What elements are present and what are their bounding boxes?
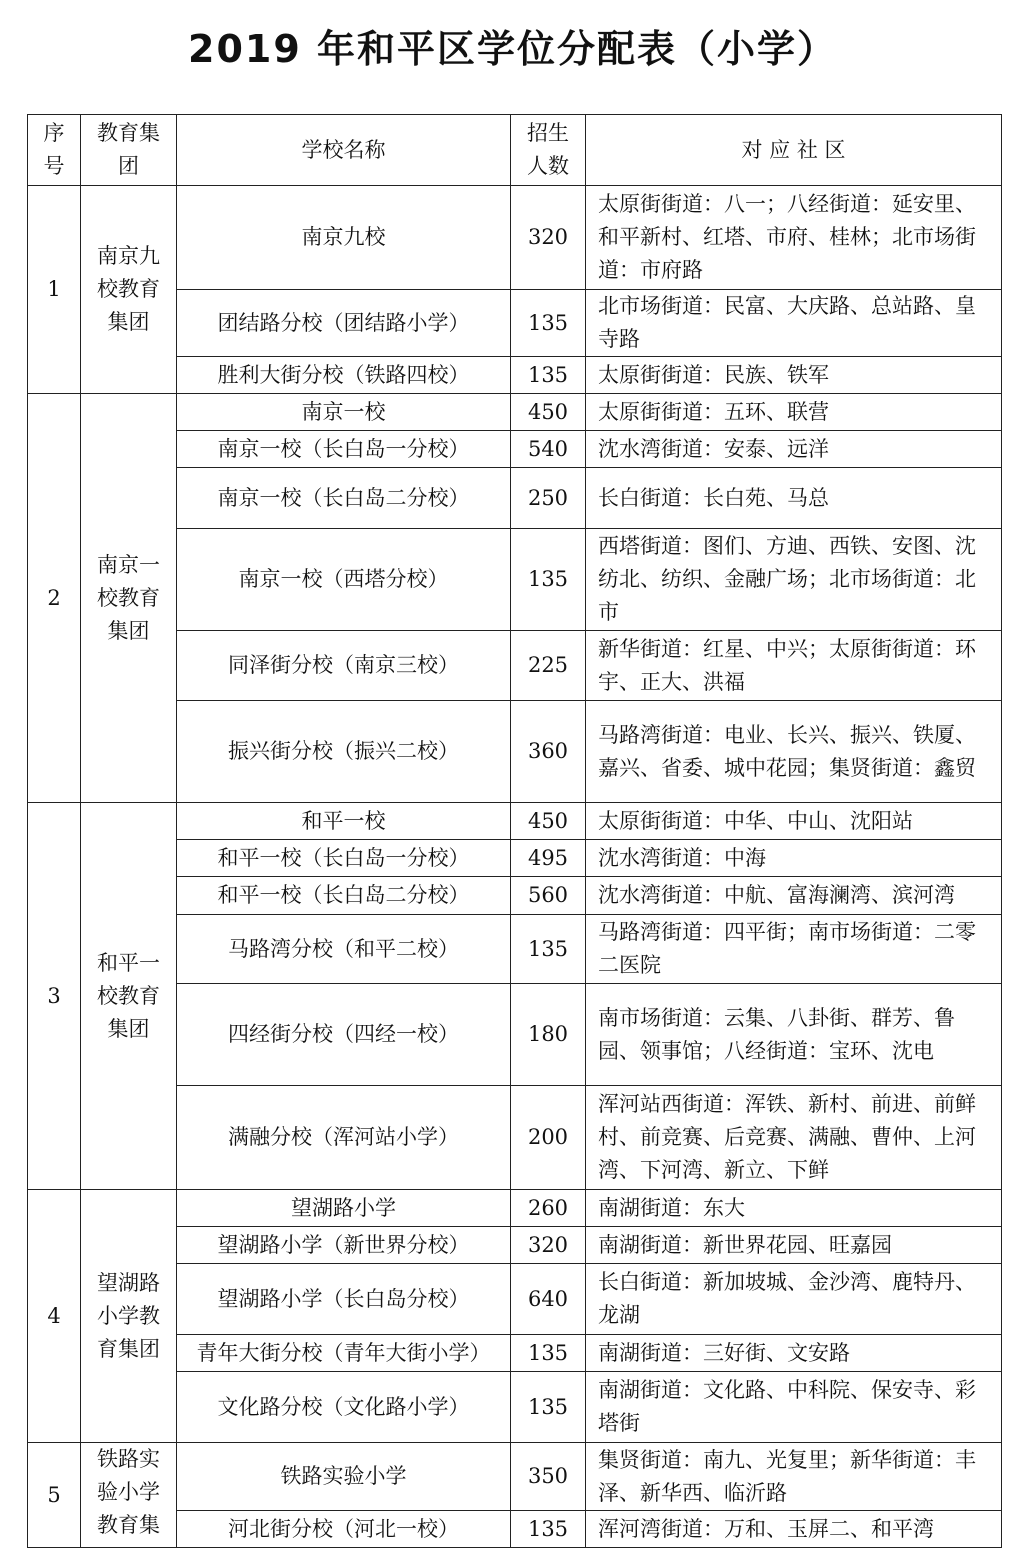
header-community: 对 应 社 区 bbox=[586, 115, 1002, 186]
school-quota: 135 bbox=[511, 1335, 586, 1372]
school-community: 太原街街道：中华、中山、沈阳站 bbox=[586, 803, 1002, 840]
school-quota: 540 bbox=[511, 431, 586, 468]
school-community: 太原街街道：五环、联营 bbox=[586, 394, 1002, 431]
table-row bbox=[28, 1443, 1002, 1511]
school-community: 沈水湾街道：中航、富海澜湾、滨河湾 bbox=[586, 877, 1002, 915]
table-body bbox=[28, 186, 1002, 1548]
group-seq: 3 bbox=[28, 803, 81, 1190]
school-name: 团结路分校（团结路小学） bbox=[177, 290, 511, 357]
school-community: 北市场街道：民富、大庆路、总站路、皇寺路 bbox=[586, 290, 1002, 357]
group-seq: 1 bbox=[28, 186, 81, 394]
school-name: 振兴街分校（振兴二校） bbox=[177, 701, 511, 803]
school-name: 满融分校（浑河站小学） bbox=[177, 1086, 511, 1190]
school-name: 和平一校（长白岛一分校） bbox=[177, 840, 511, 877]
header-seq: 序号 bbox=[28, 115, 81, 186]
header-quota: 招生人数 bbox=[511, 115, 586, 186]
school-name: 和平一校 bbox=[177, 803, 511, 840]
school-community: 南湖街道：三好街、文安路 bbox=[586, 1335, 1002, 1372]
school-name: 望湖路小学（新世界分校） bbox=[177, 1227, 511, 1264]
school-quota: 200 bbox=[511, 1086, 586, 1190]
page-title: 2019 年和平区学位分配表（小学） bbox=[188, 27, 837, 71]
table-row bbox=[28, 394, 1002, 431]
group-seq: 2 bbox=[28, 394, 81, 803]
school-community: 沈水湾街道：安泰、远洋 bbox=[586, 431, 1002, 468]
school-community: 马路湾街道：电业、长兴、振兴、铁厦、嘉兴、省委、城中花园；集贤街道：鑫贸 bbox=[586, 701, 1002, 803]
school-name: 和平一校（长白岛二分校） bbox=[177, 877, 511, 915]
school-community: 西塔街道：图们、方迪、西铁、安图、沈纺北、纺织、金融广场；北市场街道：北市 bbox=[586, 529, 1002, 631]
school-community: 南湖街道：新世界花园、旺嘉园 bbox=[586, 1227, 1002, 1264]
group-name: 和平一校教育集团 bbox=[81, 803, 177, 1190]
school-name: 望湖路小学（长白岛分校） bbox=[177, 1264, 511, 1335]
school-quota: 320 bbox=[511, 186, 586, 290]
school-name: 青年大街分校（青年大街小学） bbox=[177, 1335, 511, 1372]
school-quota: 320 bbox=[511, 1227, 586, 1264]
school-name: 铁路实验小学 bbox=[177, 1443, 511, 1511]
group-name: 南京九校教育集团 bbox=[81, 186, 177, 394]
table-row bbox=[28, 803, 1002, 840]
group-name: 南京一校教育集团 bbox=[81, 394, 177, 803]
school-name: 马路湾分校（和平二校） bbox=[177, 915, 511, 984]
school-community: 马路湾街道：四平街；南市场街道：二零二医院 bbox=[586, 915, 1002, 984]
group-seq: 4 bbox=[28, 1190, 81, 1443]
school-name: 南京一校（长白岛二分校） bbox=[177, 468, 511, 529]
school-community: 太原街街道：民族、铁军 bbox=[586, 357, 1002, 394]
school-name: 南京一校（长白岛一分校） bbox=[177, 431, 511, 468]
school-name: 文化路分校（文化路小学） bbox=[177, 1372, 511, 1443]
school-quota: 495 bbox=[511, 840, 586, 877]
group-name: 铁路实验小学教育集 bbox=[81, 1443, 177, 1548]
school-name: 望湖路小学 bbox=[177, 1190, 511, 1227]
school-quota: 560 bbox=[511, 877, 586, 915]
school-quota: 250 bbox=[511, 468, 586, 529]
school-name: 胜利大街分校（铁路四校） bbox=[177, 357, 511, 394]
school-quota: 360 bbox=[511, 701, 586, 803]
header-school: 学校名称 bbox=[177, 115, 511, 186]
school-name: 同泽街分校（南京三校） bbox=[177, 631, 511, 701]
school-community: 南市场街道：云集、八卦街、群芳、鲁园、领事馆；八经街道：宝环、沈电 bbox=[586, 984, 1002, 1086]
school-quota: 135 bbox=[511, 1372, 586, 1443]
school-quota: 135 bbox=[511, 915, 586, 984]
school-name: 南京一校（西塔分校） bbox=[177, 529, 511, 631]
group-name: 望湖路小学教育集团 bbox=[81, 1190, 177, 1443]
school-name: 河北街分校（河北一校） bbox=[177, 1511, 511, 1548]
school-community: 长白街道：新加坡城、金沙湾、鹿特丹、龙湖 bbox=[586, 1264, 1002, 1335]
school-community: 太原街街道：八一；八经街道：延安里、和平新村、红塔、市府、桂林；北市场街道：市府路 bbox=[586, 186, 1002, 290]
header-group: 教育集团 bbox=[81, 115, 177, 186]
school-quota: 135 bbox=[511, 357, 586, 394]
table-row bbox=[28, 186, 1002, 290]
school-community: 浑河湾街道：万和、玉屏二、和平湾 bbox=[586, 1511, 1002, 1548]
school-quota: 225 bbox=[511, 631, 586, 701]
school-name: 南京一校 bbox=[177, 394, 511, 431]
school-quota: 180 bbox=[511, 984, 586, 1086]
school-quota: 135 bbox=[511, 1511, 586, 1548]
school-name: 南京九校 bbox=[177, 186, 511, 290]
school-name: 四经街分校（四经一校） bbox=[177, 984, 511, 1086]
school-quota: 640 bbox=[511, 1264, 586, 1335]
school-quota: 135 bbox=[511, 290, 586, 357]
allocation-table bbox=[27, 114, 1002, 1548]
school-community: 南湖街道：文化路、中科院、保安寺、彩塔街 bbox=[586, 1372, 1002, 1443]
school-quota: 260 bbox=[511, 1190, 586, 1227]
school-community: 长白街道：长白苑、马总 bbox=[586, 468, 1002, 529]
school-community: 浑河站西街道：浑铁、新村、前进、前鲜村、前竞赛、后竞赛、满融、曹仲、上河湾、下河湾、新立、下鲜 bbox=[586, 1086, 1002, 1190]
school-community: 沈水湾街道：中海 bbox=[586, 840, 1002, 877]
school-quota: 350 bbox=[511, 1443, 586, 1511]
school-quota: 135 bbox=[511, 529, 586, 631]
school-community: 南湖街道：东大 bbox=[586, 1190, 1002, 1227]
group-seq: 5 bbox=[28, 1443, 81, 1548]
school-community: 新华街道：红星、中兴；太原街街道：环宇、正大、洪福 bbox=[586, 631, 1002, 701]
table-row bbox=[28, 1190, 1002, 1227]
header-row bbox=[28, 115, 1002, 186]
school-community: 集贤街道：南九、光复里；新华街道：丰泽、新华西、临沂路 bbox=[586, 1443, 1002, 1511]
school-quota: 450 bbox=[511, 803, 586, 840]
school-quota: 450 bbox=[511, 394, 586, 431]
